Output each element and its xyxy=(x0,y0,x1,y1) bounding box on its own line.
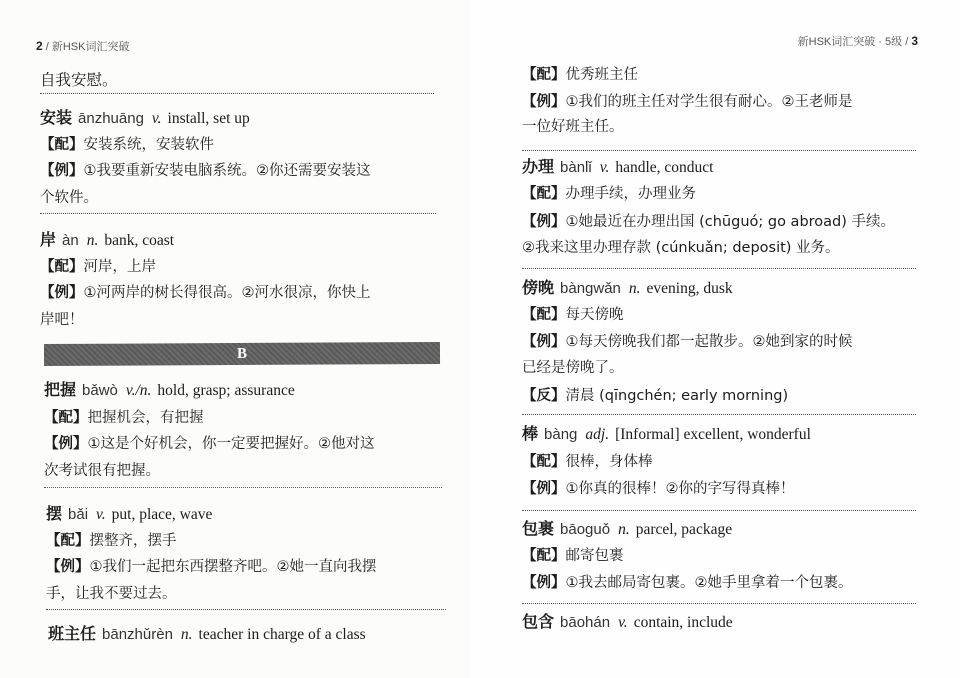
running-head-right xyxy=(798,33,918,49)
example-text: ①我们一起把东西摆整齐吧。②她一直向我摆 xyxy=(89,559,377,575)
entry-headline xyxy=(522,424,811,445)
pinyin: bàng xyxy=(544,426,578,443)
example-continuation: 岸吧！ xyxy=(40,312,84,328)
collocation-line xyxy=(40,134,214,155)
collocation-tag: 【配】 xyxy=(40,137,84,153)
collocation-tag: 【配】 xyxy=(522,67,566,83)
running-head-separator: / xyxy=(42,41,52,53)
example-tag: 【例】 xyxy=(522,94,566,110)
example-tag: 【例】 xyxy=(44,436,88,452)
example-tag: 【例】 xyxy=(40,163,84,179)
pinyin: bāohán xyxy=(560,614,611,631)
part-of-speech: v. xyxy=(151,110,162,127)
page-number: 3 xyxy=(911,34,918,48)
definition: contain, include xyxy=(633,614,733,631)
example-tag: 【例】 xyxy=(522,481,566,497)
definition: handle, conduct xyxy=(615,159,714,176)
entry-headline xyxy=(40,108,250,129)
example-tag: 【例】 xyxy=(40,285,84,301)
definition: evening, dusk xyxy=(646,280,733,297)
headword: 傍晚 xyxy=(522,278,555,297)
example-text: ①我要重新安装电脑系统。②你还需要安装这 xyxy=(83,163,371,179)
collocation-line xyxy=(44,407,204,428)
collocation-text: 安装系统，安装软件 xyxy=(83,137,214,153)
headword: 安装 xyxy=(40,108,73,127)
entry-divider xyxy=(522,510,916,511)
collocation-text: 邮寄包裹 xyxy=(565,548,624,564)
definition: hold, grasp; assurance xyxy=(157,382,295,399)
pinyin: àn xyxy=(62,232,79,249)
pinyin: bǎwò xyxy=(82,382,118,399)
definition: teacher in charge of a class xyxy=(198,626,366,643)
entry-headline xyxy=(40,230,174,251)
example-text: ①我去邮局寄包裹。②她手里拿着一个包裹。 xyxy=(565,575,853,591)
headword: 棒 xyxy=(522,424,539,443)
collocation-tag: 【配】 xyxy=(44,410,88,426)
pinyin: bǎi xyxy=(68,506,89,523)
example-continuation: 一位好班主任。 xyxy=(522,119,624,135)
collocation-text: 摆整齐，摆手 xyxy=(89,533,177,549)
example-text: ①每天傍晚我们都一起散步。②她到家的时候 xyxy=(565,334,853,350)
collocation-line xyxy=(46,530,177,551)
collocation-tag: 【配】 xyxy=(522,307,566,323)
collocation-tag: 【配】 xyxy=(40,259,84,275)
example-text: ①她最近在办理出国 (chūguó; go abroad) 手续。 xyxy=(565,214,896,230)
example-line xyxy=(522,572,853,593)
example-continuation: 个软件。 xyxy=(40,190,98,206)
entry-divider xyxy=(522,268,916,269)
collocation-text: 优秀班主任 xyxy=(565,67,638,83)
example-text: ①这是个好机会，你一定要把握好。②他对这 xyxy=(87,436,375,452)
page-number: 2 xyxy=(36,39,43,53)
part-of-speech: n. xyxy=(628,280,641,297)
entry-headline xyxy=(522,278,733,299)
headword: 把握 xyxy=(44,380,77,399)
entry-divider xyxy=(40,93,434,94)
part-of-speech: n. xyxy=(618,521,630,538)
entry-divider xyxy=(522,150,916,151)
pinyin: bànlǐ xyxy=(560,159,592,176)
entry-divider xyxy=(44,487,442,488)
part-of-speech: n. xyxy=(180,626,193,643)
running-head-left xyxy=(36,38,129,54)
book-title: 新HSK词汇突破 xyxy=(51,41,130,53)
collocation-text: 河岸，上岸 xyxy=(83,259,156,275)
headword: 包裹 xyxy=(522,519,555,538)
section-header-b: B xyxy=(44,342,440,366)
right-page xyxy=(470,0,960,678)
collocation-text: 很棒，身体棒 xyxy=(565,454,653,470)
headword: 包含 xyxy=(522,612,555,631)
example-continuation: 次考试很有把握。 xyxy=(44,463,160,479)
pinyin: ānzhuāng xyxy=(78,110,144,127)
definition: put, place, wave xyxy=(111,506,213,523)
entry-divider xyxy=(40,213,436,214)
continuation-text: 自我安慰。 xyxy=(40,71,118,89)
antonym-line xyxy=(522,385,788,406)
example-text: ①河两岸的树长得很高。②河水很凉，你快上 xyxy=(83,285,371,301)
example-tag: 【例】 xyxy=(522,214,566,230)
entry-divider xyxy=(522,414,916,415)
entry-divider xyxy=(46,609,446,610)
entry-headline xyxy=(48,624,366,645)
example-tag: 【例】 xyxy=(46,559,90,575)
collocation-line xyxy=(522,64,638,85)
definition: bank, coast xyxy=(104,232,175,249)
entry-headline xyxy=(522,519,732,540)
example-line xyxy=(46,556,377,577)
example-tag: 【例】 xyxy=(522,334,566,350)
entry-headline xyxy=(522,612,733,633)
antonym-text: 清晨 (qīngchén; early morning) xyxy=(565,388,789,404)
example-continuation: 手，让我不要过去。 xyxy=(46,586,177,602)
part-of-speech: v. xyxy=(599,159,610,176)
collocation-line xyxy=(522,183,696,204)
pinyin: bāoguǒ xyxy=(560,521,611,538)
definition: install, set up xyxy=(167,110,250,127)
example-text: ①你真的很棒！②你的字写得真棒！ xyxy=(565,481,795,497)
collocation-line xyxy=(522,451,653,472)
collocation-line xyxy=(522,545,624,566)
entry-headline xyxy=(522,157,713,178)
example-line xyxy=(522,211,895,232)
example-line xyxy=(40,282,371,303)
collocation-tag: 【配】 xyxy=(522,186,566,202)
headword: 摆 xyxy=(46,504,63,523)
entry-divider xyxy=(522,603,916,604)
collocation-text: 办理手续，办理业务 xyxy=(565,186,696,202)
example-line xyxy=(522,478,795,499)
pinyin: bàngwǎn xyxy=(560,280,621,297)
headword: 班主任 xyxy=(48,624,97,643)
example-continuation: 已经是傍晚了。 xyxy=(522,360,624,376)
part-of-speech: adj. xyxy=(585,426,610,443)
part-of-speech: v./n. xyxy=(125,382,152,399)
collocation-line xyxy=(40,256,156,277)
example-line xyxy=(522,331,853,352)
example-line xyxy=(522,91,853,112)
part-of-speech: n. xyxy=(86,232,99,249)
antonym-tag: 【反】 xyxy=(522,388,566,404)
collocation-text: 每天傍晚 xyxy=(565,307,624,323)
entry-headline xyxy=(46,504,212,525)
definition: parcel, package xyxy=(635,521,733,538)
book-title: 新HSK词汇突破 · 5级 xyxy=(797,36,903,48)
part-of-speech: v. xyxy=(618,614,628,631)
example-text: ①我们的班主任对学生很有耐心。②王老师是 xyxy=(565,94,853,110)
running-head-separator: / xyxy=(902,36,912,48)
collocation-tag: 【配】 xyxy=(522,548,566,564)
pinyin: bānzhǔrèn xyxy=(102,626,173,643)
collocation-text: 把握机会，有把握 xyxy=(87,410,204,426)
headword: 办理 xyxy=(522,157,555,176)
headword: 岸 xyxy=(40,230,57,249)
example-line xyxy=(44,433,375,454)
example-line xyxy=(40,160,371,181)
collocation-line xyxy=(522,304,624,325)
collocation-tag: 【配】 xyxy=(522,454,566,470)
entry-headline xyxy=(44,380,295,401)
collocation-tag: 【配】 xyxy=(46,533,90,549)
example-tag: 【例】 xyxy=(522,575,566,591)
example-continuation: ②我来这里办理存款 (cúnkuǎn; deposit) 业务。 xyxy=(522,240,840,256)
part-of-speech: v. xyxy=(96,506,106,523)
left-page xyxy=(0,0,470,678)
definition: [Informal] excellent, wonderful xyxy=(615,426,811,443)
